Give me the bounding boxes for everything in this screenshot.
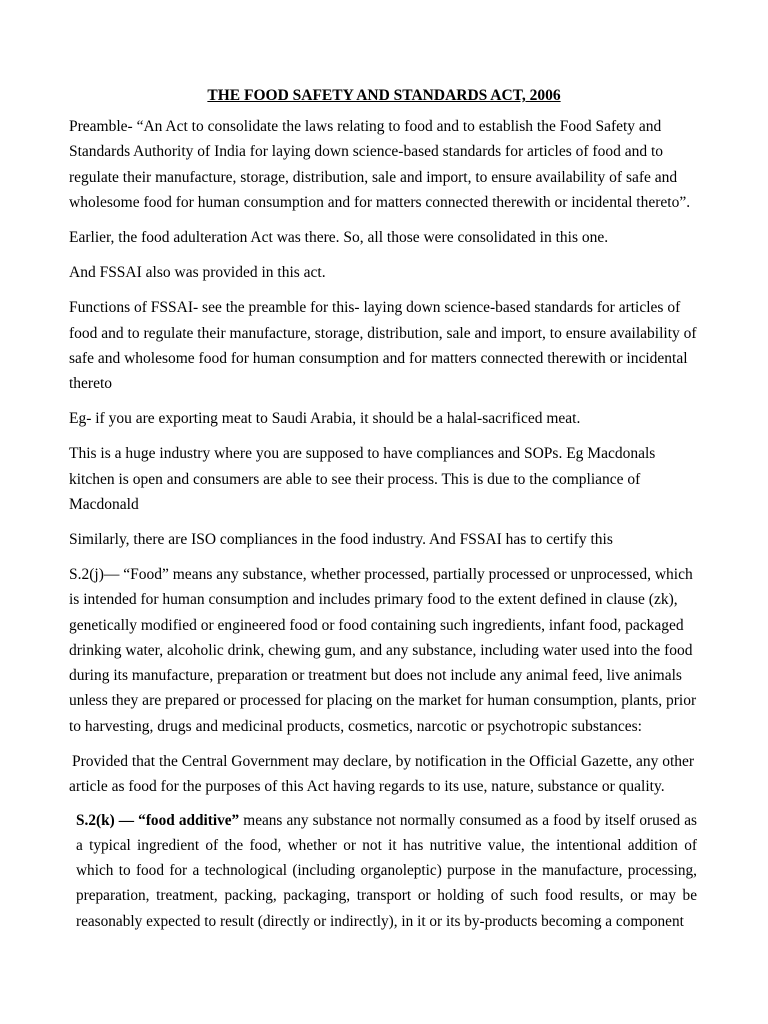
earlier-act-paragraph: Earlier, the food adulteration Act was there. So, all those were consolidated in this one. [69, 228, 609, 246]
example-paragraph: Eg- if you are exporting meat to Saudi Arabia, it should be a halal-sacrificed meat. [69, 409, 581, 427]
food-additive-text: means any substance not normally consumed as a food by itself orused as a typical ingredient of the food, whether or not it has nutritive value, the intentional addition of which to food for a technological (including organoleptic) purpose in the manufacture, processing, preparation, treatment, packing, packaging, transport or holding of such food results, or may be reasonably expected to result (directly or indirectly), in it or its by-products becoming a component [76, 812, 697, 930]
food-additive-paragraph [69, 808, 697, 933]
document-page [69, 86, 697, 934]
food-definition-paragraph: S.2(j)— “Food” means any substance, whether processed, partially processed or unprocessed, which is intended for human consumption and includes primary food to the extent defined in clause (zk), genetically modified or engineered food or food containing such ingredients, infant food, packaged drinking water, alcoholic drink, chewing gum, and any substance, including water used into the food during its manufacture, preparation or treatment but does not include any animal feed, live animals unless they are prepared or processed for placing on the market for human consumption, plants, prior to harvesting, drugs and medicinal products, cosmetics, narcotic or psychotropic substances: [69, 565, 697, 735]
preamble-paragraph: Preamble- “An Act to consolidate the laws relating to food and to establish the Food Safety and Standards Authority of India for laying down science-based standards for articles of food and to regulate their manufacture, storage, distribution, sale and import, to ensure availability of safe and wholesome food for human consumption and for matters connected therewith or incidental thereto”. [69, 118, 691, 211]
iso-paragraph: Similarly, there are ISO compliances in the food industry. And FSSAI has to certify this [69, 530, 613, 548]
food-additive-heading: S.2(k) — “food additive” [76, 812, 240, 830]
proviso-paragraph: Provided that the Central Government may declare, by notification in the Official Gazette, any other article as food for the purposes of this Act having regards to its use, nature, substance or quality. [69, 752, 695, 795]
fssai-provided-paragraph: And FSSAI also was provided in this act. [69, 263, 326, 281]
document-title: THE FOOD SAFETY AND STANDARDS ACT, 2006 [207, 87, 561, 104]
industry-paragraph: This is a huge industry where you are supposed to have compliances and SOPs. Eg Macdonals kitchen is open and consumers are able to see their process. This is due to the compliance of Macdonald [69, 445, 656, 513]
functions-paragraph: Functions of FSSAI- see the preamble for this- laying down science-based standards for articles of food and to regulate their manufacture, storage, distribution, sale and import, to ensure availability of safe and wholesome food for human consumption and for matters connected therewith or incidental thereto [69, 299, 697, 393]
